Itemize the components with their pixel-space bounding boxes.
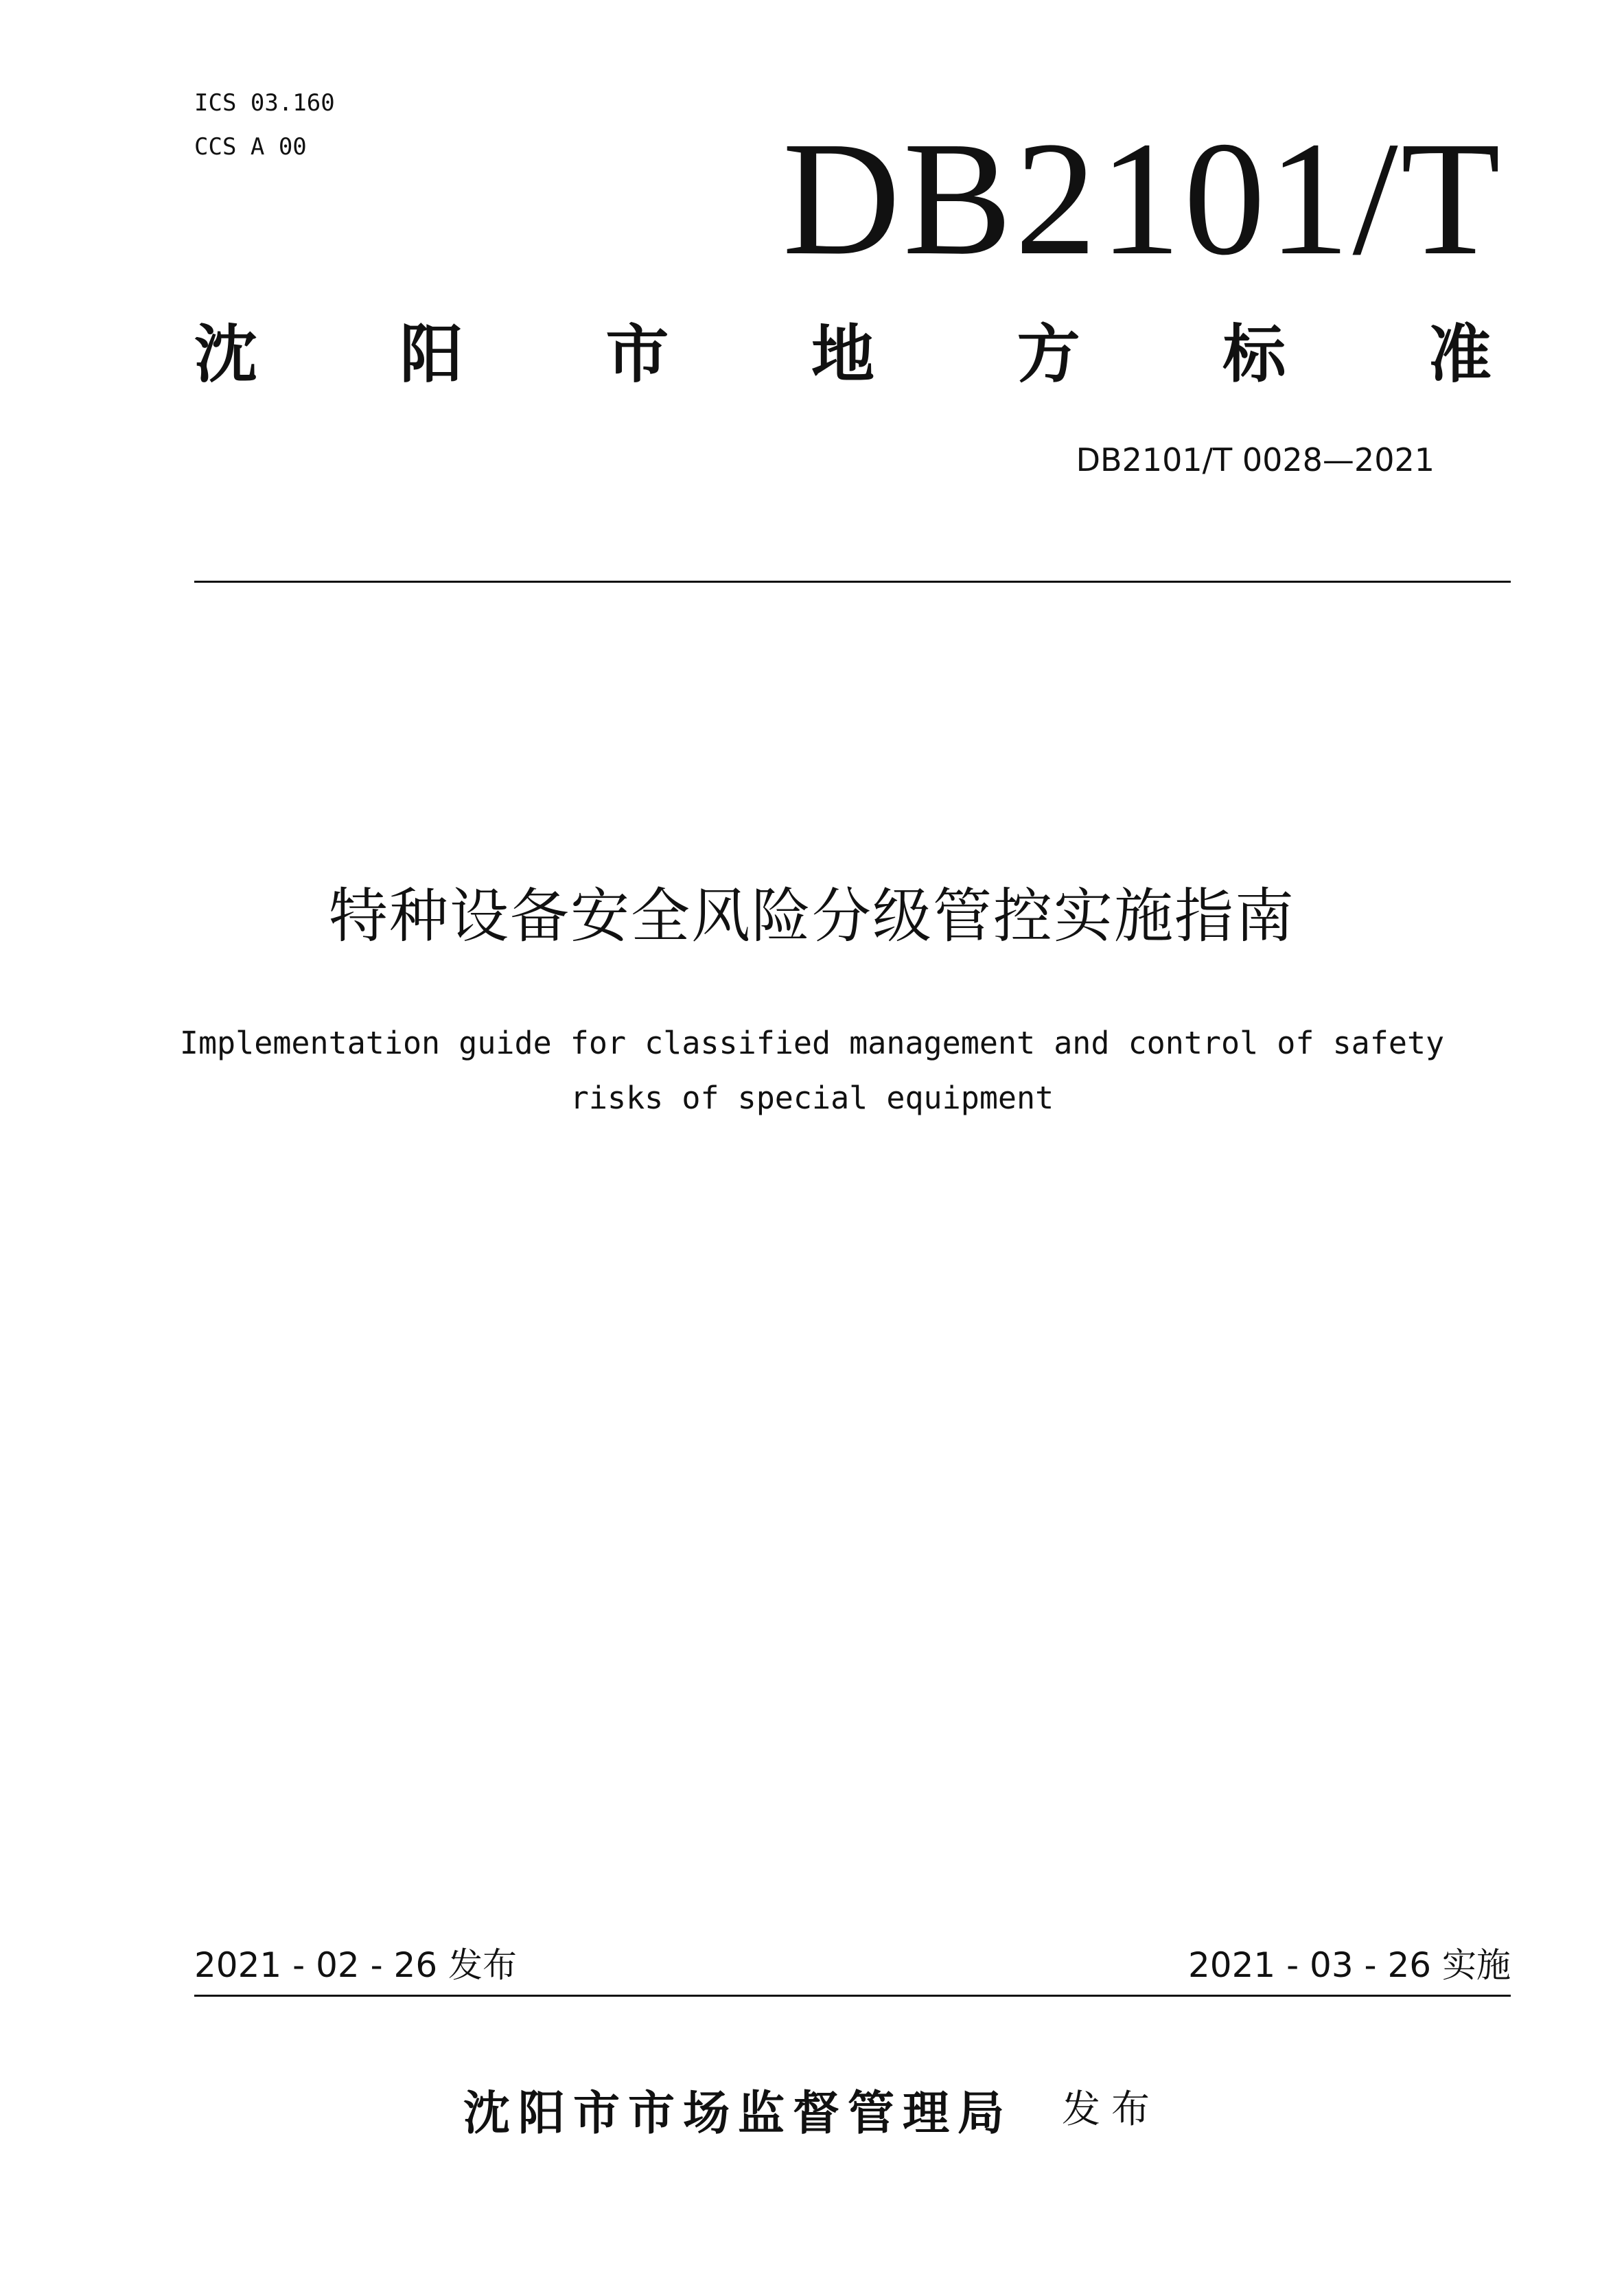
publish-date: 2021 - 02 - 26 发布 bbox=[194, 1945, 518, 1985]
ics-code: ICS 03.160 bbox=[194, 89, 335, 117]
standard-type-char: 阳 bbox=[399, 318, 463, 391]
standard-type-char: 市 bbox=[605, 318, 669, 391]
issuer-line bbox=[0, 2080, 1624, 2151]
title-english bbox=[126, 1016, 1498, 1126]
standard-number: DB2101/T 0028—2021 bbox=[1076, 441, 1435, 478]
standard-type-char: 方 bbox=[1017, 318, 1080, 391]
title-english-line-2: risks of special equipment bbox=[570, 1080, 1054, 1116]
standard-type-char: 标 bbox=[1222, 318, 1286, 391]
footer-divider bbox=[194, 1995, 1511, 1997]
standard-type-char: 准 bbox=[1428, 318, 1492, 391]
issuing-organization: 沈阳市市场监督管理局 bbox=[463, 2087, 1012, 2141]
implementation-date: 2021 - 03 - 26 实施 bbox=[1187, 1945, 1511, 1985]
title-chinese: 特种设备安全风险分级管控实施指南 bbox=[329, 882, 1295, 951]
header-divider bbox=[194, 581, 1511, 583]
title-english-line-1: Implementation guide for classified management and control of safety bbox=[179, 1025, 1445, 1061]
standard-type-char: 沈 bbox=[194, 318, 258, 391]
classification-codes bbox=[194, 81, 335, 169]
standard-type-char: 地 bbox=[811, 318, 874, 391]
ccs-code: CCS A 00 bbox=[194, 133, 307, 161]
standard-type-heading bbox=[194, 317, 1492, 393]
standard-code-logo: DB2101/T bbox=[782, 108, 1503, 289]
issue-action: 发布 bbox=[1062, 2087, 1161, 2132]
